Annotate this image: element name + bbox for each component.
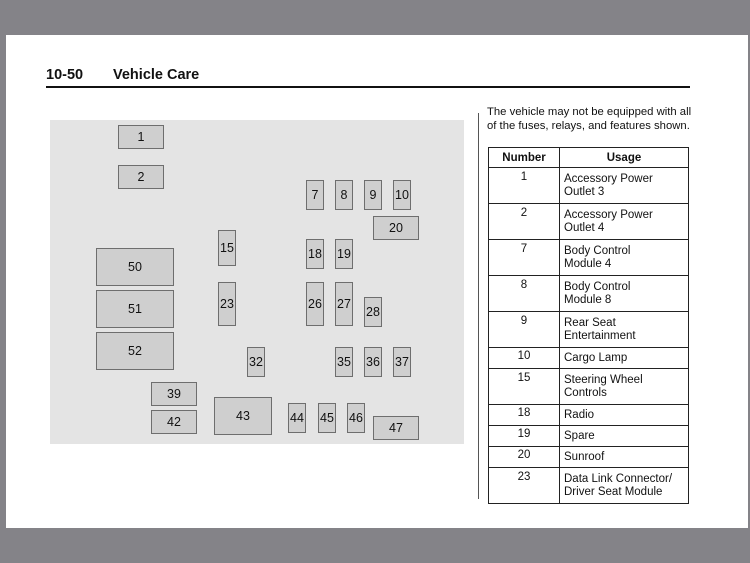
fuse-26: 26 [306,282,324,326]
fuse-23: 23 [218,282,236,326]
table-row [489,426,689,447]
fuse-27: 27 [335,282,353,326]
fuse-43: 43 [214,397,272,435]
fuse-39: 39 [151,382,197,406]
fuse-32: 32 [247,347,265,377]
table-row [489,240,689,276]
fuse-usage: Sunroof [560,447,689,468]
fuse-7: 7 [306,180,324,210]
fuse-1: 1 [118,125,164,149]
fuse-45: 45 [318,403,336,433]
table-row [489,168,689,204]
fuse-8: 8 [335,180,353,210]
fuse-44: 44 [288,403,306,433]
fuse-2: 2 [118,165,164,189]
fuse-usage: Cargo Lamp [560,348,689,369]
manual-page [6,35,748,528]
fuse-46: 46 [347,403,365,433]
fuse-number: 7 [489,240,560,276]
fuse-47: 47 [373,416,419,440]
fuse-number: 18 [489,405,560,426]
table-row [489,312,689,348]
column-divider [478,113,479,499]
fuse-10: 10 [393,180,411,210]
section-title: Vehicle Care [113,67,200,83]
fuse-number: 10 [489,348,560,369]
page-header [46,66,690,88]
table-row [489,447,689,468]
fuse-usage: Accessory Power Outlet 4 [560,204,689,240]
fuse-51: 51 [96,290,174,328]
fuse-usage: Radio [560,405,689,426]
equipment-note: The vehicle may not be equipped with all of the fuses, relays, and features shown. [487,106,692,132]
fuse-usage: Data Link Connector/ Driver Seat Module [560,468,689,504]
fuse-36: 36 [364,347,382,377]
fuse-37: 37 [393,347,411,377]
fuse-9: 9 [364,180,382,210]
table-row [489,276,689,312]
fuse-usage-table [488,147,689,504]
column-header-number: Number [489,148,560,168]
fuse-18: 18 [306,239,324,269]
fuse-number: 1 [489,168,560,204]
fuse-52: 52 [96,332,174,370]
fuse-35: 35 [335,347,353,377]
table-header-row [489,148,689,168]
fuse-usage: Spare [560,426,689,447]
fuse-50: 50 [96,248,174,286]
fuse-number: 19 [489,426,560,447]
fuse-usage: Body Control Module 4 [560,240,689,276]
column-header-usage: Usage [560,148,689,168]
fuse-number: 20 [489,447,560,468]
table-row [489,405,689,426]
fuse-20: 20 [373,216,419,240]
table-row [489,348,689,369]
fuse-15: 15 [218,230,236,266]
fuse-number: 23 [489,468,560,504]
fuse-42: 42 [151,410,197,434]
fuse-usage: Body Control Module 8 [560,276,689,312]
table-row [489,204,689,240]
fuse-usage: Steering Wheel Controls [560,369,689,405]
fuse-number: 9 [489,312,560,348]
table-row [489,369,689,405]
fuse-usage: Accessory Power Outlet 3 [560,168,689,204]
fuse-number: 2 [489,204,560,240]
fuse-number: 8 [489,276,560,312]
fuse-usage: Rear Seat Entertainment [560,312,689,348]
fuse-block-diagram [50,120,464,444]
fuse-28: 28 [364,297,382,327]
fuse-number: 15 [489,369,560,405]
page-number: 10-50 [46,67,84,83]
fuse-19: 19 [335,239,353,269]
table-row [489,468,689,504]
